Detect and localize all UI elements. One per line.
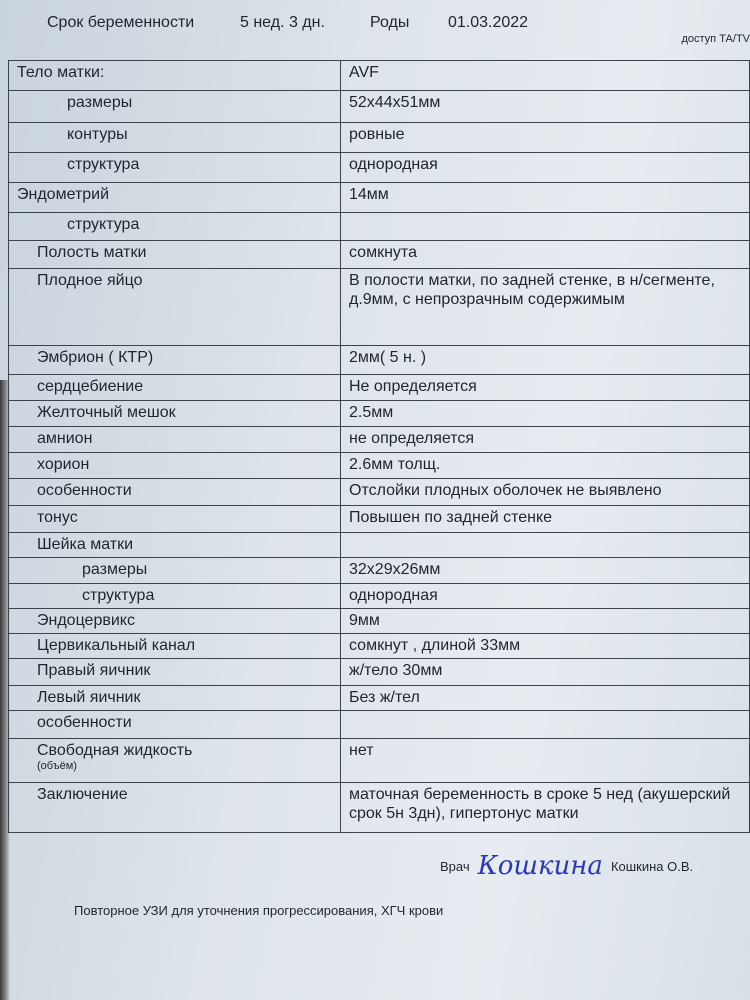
doctor-name: Кошкина О.В. [610,858,694,874]
row-sublabel: (объём) [37,760,77,772]
row-value: ж/тело 30мм [341,659,750,686]
row-value: 9мм [341,609,750,634]
row-label: тонус [37,509,78,526]
row-value: Не определяется [341,375,750,401]
table-row [9,739,750,783]
row-label-cell [9,558,341,584]
table-row [9,241,750,269]
row-value: Повышен по задней стенке [341,506,750,533]
row-label-cell [9,213,341,241]
row-value: маточная беременность в сроке 5 нед (акушерский срок 5н 3дн), гипертонус матки [341,783,750,833]
table-row [9,123,750,153]
table-row [9,609,750,634]
table-row [9,506,750,533]
table-row [9,346,750,375]
table-row [9,453,750,479]
table-row [9,269,750,346]
row-label-cell [9,609,341,634]
table-row [9,558,750,584]
row-label: структура [67,156,140,173]
row-value: Без ж/тел [341,686,750,711]
row-label-cell [9,686,341,711]
row-value [341,533,750,558]
row-label-cell [9,269,341,346]
recommendation-note: Повторное УЗИ для уточнения прогрессирования, ХГЧ крови [74,903,444,918]
table-row [9,61,750,91]
row-value: Отслойки плодных оболочек не выявлено [341,479,750,506]
table-row [9,375,750,401]
row-label: размеры [82,561,148,578]
table-row [9,91,750,123]
row-label-cell [9,783,341,833]
table-row [9,584,750,609]
row-label-cell [9,123,341,153]
row-label-cell [9,91,341,123]
row-label: Желточный мешок [37,404,176,421]
row-label: Эндоцервикс [37,612,135,629]
table-row [9,427,750,453]
row-label-cell [9,427,341,453]
table-row [9,533,750,558]
row-label: хорион [37,456,90,473]
row-label-cell [9,711,341,739]
table-row [9,659,750,686]
table-row [9,479,750,506]
term-value: 5 нед. 3 дн. [240,14,325,31]
row-label: контуры [67,126,128,143]
row-value [341,711,750,739]
ultrasound-table [8,60,750,833]
table-row [9,401,750,427]
row-label-cell [9,401,341,427]
row-value: не определяется [341,427,750,453]
row-value: В полости матки, по задней стенке, в н/сегменте, д.9мм, с непрозрачным содержимым [341,269,750,346]
table-row [9,153,750,183]
row-label: Шейка матки [37,536,134,553]
handwritten-signature: Кошкина [477,851,603,881]
row-label: Свободная жидкость [37,742,193,759]
row-value: ровные [341,123,750,153]
row-value: 52х44х51мм [341,91,750,123]
table-row [9,634,750,659]
row-value: 2.6мм толщ. [341,453,750,479]
table-row [9,711,750,739]
row-label: Эндометрий [17,186,110,203]
row-label: Плодное яйцо [37,272,143,289]
table-row [9,213,750,241]
row-label-cell [9,453,341,479]
row-value: 2мм( 5 н. ) [341,346,750,375]
table-row [9,183,750,213]
row-label-cell [9,584,341,609]
row-label: особенности [37,482,132,499]
row-label: Эмбрион ( КТР) [37,349,154,366]
row-label-cell [9,634,341,659]
row-label-cell [9,375,341,401]
signature-block [440,851,750,881]
row-label: структура [82,587,155,604]
row-label: Цервикальный канал [37,637,196,654]
row-label-cell [9,506,341,533]
doctor-role: Врач [440,858,470,874]
row-label-cell [9,61,341,91]
row-value: сомкнут , длиной 33мм [341,634,750,659]
row-label-cell [9,183,341,213]
row-label: Заключение [37,786,128,803]
row-label-cell [9,241,341,269]
row-value: нет [341,739,750,783]
row-value: 14мм [341,183,750,213]
row-label: Левый яичник [37,689,141,706]
row-value: 32х29х26мм [341,558,750,584]
row-label: Тело матки: [17,64,105,81]
table-row [9,783,750,833]
document-body [8,60,750,918]
row-label: размеры [67,94,133,111]
row-label: амнион [37,430,93,447]
row-label-cell [9,479,341,506]
row-value: 2.5мм [341,401,750,427]
term-label: Срок беременности [47,14,195,31]
row-label: особенности [37,714,132,731]
birth-date: 01.03.2022 [448,14,529,31]
table-row [9,686,750,711]
row-label: Правый яичник [37,662,151,679]
row-value [341,213,750,241]
row-value: AVF [341,61,750,91]
row-label-cell [9,346,341,375]
row-label-cell [9,739,341,783]
row-label: Полость матки [37,244,147,261]
row-label: структура [67,216,140,233]
access-label: доступ ТА/ТV [681,33,750,45]
row-label-cell [9,533,341,558]
row-value: сомкнута [341,241,750,269]
row-value: однородная [341,153,750,183]
birth-label: Роды [370,14,410,31]
row-value: однородная [341,584,750,609]
row-label-cell [9,659,341,686]
row-label-cell [9,153,341,183]
row-label: сердцебиение [37,378,144,395]
